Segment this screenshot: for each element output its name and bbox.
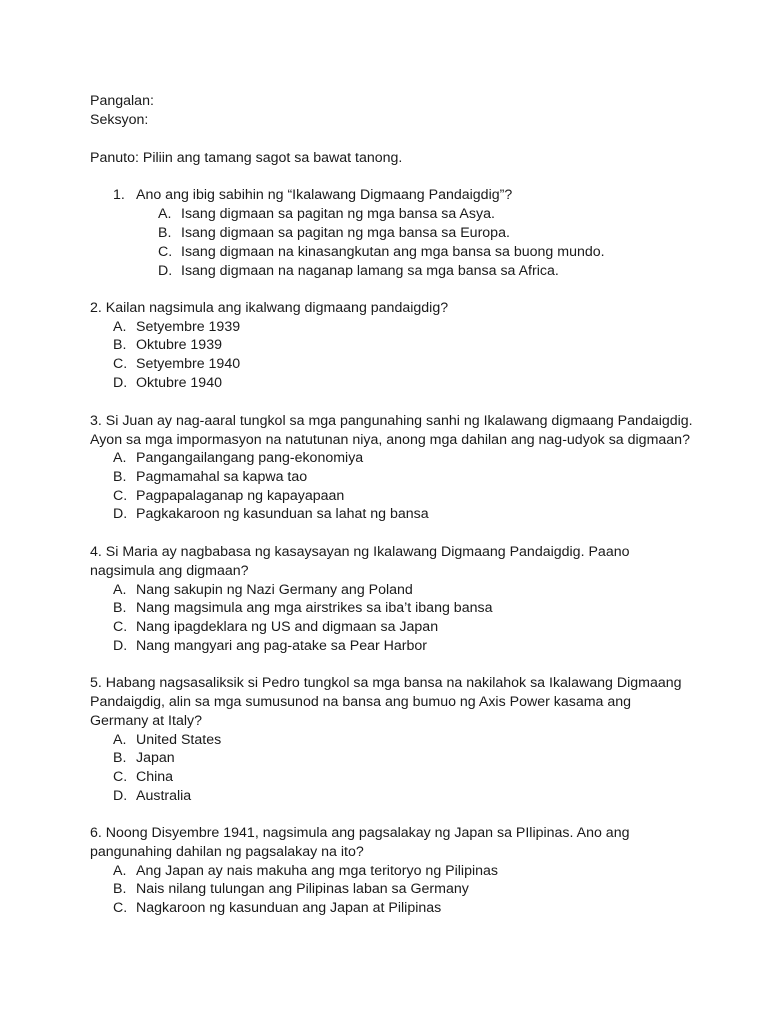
option-letter: B. — [113, 600, 127, 616]
question-5-text-line-3: Germany at Italy? — [90, 713, 202, 729]
option-letter: D. — [113, 506, 128, 522]
question-6-option-c — [113, 899, 442, 918]
option-text: Pagmamahal sa kapwa tao — [136, 469, 308, 485]
option-letter: B. — [113, 750, 127, 766]
option-text: Pagpapalaganap ng kapayapaan — [136, 488, 345, 504]
option-letter: D. — [113, 638, 128, 654]
question-2-option-b — [113, 336, 222, 355]
question-3-text-line-1: 3. Si Juan ay nag-aaral tungkol sa mga pangunahing sanhi ng Ikalawang digmaang Pandaigdig. — [90, 413, 693, 429]
question-3-option-b — [113, 468, 308, 487]
option-letter: C. — [113, 488, 128, 504]
option-text: Isang digmaan sa pagitan ng mga bansa sa Asya. — [181, 206, 495, 222]
question-2-option-d — [113, 374, 222, 393]
option-text: China — [136, 769, 174, 785]
question-1-option-b — [158, 224, 510, 243]
option-text: Pagkakaroon ng kasunduan sa lahat ng bansa — [136, 506, 429, 522]
option-text: Pangangailangang pang-ekonomiya — [136, 450, 364, 466]
question-3-option-d — [113, 505, 429, 524]
question-6-text-line-2: pangunahing dahilan ng pagsalakay na ito? — [90, 844, 364, 860]
option-text: Setyembre 1939 — [136, 319, 241, 335]
option-letter: A. — [113, 732, 127, 748]
option-text: Isang digmaan na kinasangkutan ang mga bansa sa buong mundo. — [181, 244, 605, 260]
question-2-option-a — [113, 318, 241, 337]
option-letter: D. — [113, 788, 128, 804]
option-letter: A. — [113, 319, 127, 335]
name-label: Pangalan: — [90, 93, 154, 109]
option-letter: C. — [113, 356, 128, 372]
option-text: United States — [136, 732, 222, 748]
question-1-option-c — [158, 243, 605, 262]
option-text: Nang mangyari ang pag-atake sa Pear Harbor — [136, 638, 428, 654]
question-4-text-line-2: nagsimula ang digmaan? — [90, 563, 249, 579]
option-letter: D. — [158, 263, 173, 279]
question-1-number: 1. — [113, 187, 125, 203]
question-3-option-c — [113, 487, 345, 506]
option-letter: C. — [158, 244, 173, 260]
question-5-option-a — [113, 731, 222, 750]
option-text: Isang digmaan sa pagitan ng mga bansa sa Europa. — [181, 225, 510, 241]
option-text: Nais nilang tulungan ang Pilipinas laban sa Germany — [136, 881, 469, 897]
question-5-option-c — [113, 768, 174, 787]
question-5-option-d — [113, 787, 192, 806]
option-text: Isang digmaan na naganap lamang sa mga bansa sa Africa. — [181, 263, 559, 279]
question-4-option-b — [113, 599, 493, 618]
question-1-option-a — [158, 205, 495, 224]
option-text: Nang ipagdeklara ng US and digmaan sa Japan — [136, 619, 439, 635]
option-text: Nang magsimula ang mga airstrikes sa iba’t ibang bansa — [136, 600, 493, 616]
question-2-option-c — [113, 355, 241, 374]
option-text: Nagkaroon ng kasunduan ang Japan at Pilipinas — [136, 900, 442, 916]
question-1-option-d — [158, 262, 559, 281]
question-5-text-line-1: 5. Habang nagsasaliksik si Pedro tungkol sa mga bansa na nakilahok sa Ikalawang Digmaang — [90, 675, 682, 691]
option-text: Australia — [136, 788, 192, 804]
option-text: Oktubre 1939 — [136, 337, 222, 353]
question-6-option-a — [113, 862, 498, 881]
question-2-text: 2. Kailan nagsimula ang ikalwang digmaang pandaigdig? — [90, 300, 449, 316]
option-text: Setyembre 1940 — [136, 356, 241, 372]
option-text: Nang sakupin ng Nazi Germany ang Poland — [136, 582, 413, 598]
question-5-text-line-2: Pandaigdig, alin sa mga sumusunod na bansa ang bumuo ng Axis Power kasama ang — [90, 694, 632, 710]
question-6-text-line-1: 6. Noong Disyembre 1941, nagsimula ang pagsalakay ng Japan sa PIlipinas. Ano ang — [90, 825, 630, 841]
option-letter: A. — [158, 206, 172, 222]
question-3-text-line-2: Ayon sa mga impormasyon na natutunan niya, anong mga dahilan ang nag-udyok sa digmaan? — [90, 432, 690, 448]
section-label: Seksyon: — [90, 112, 149, 128]
option-letter: B. — [113, 881, 127, 897]
option-letter: B. — [158, 225, 172, 241]
option-letter: A. — [113, 582, 127, 598]
option-letter: C. — [113, 900, 128, 916]
option-letter: A. — [113, 450, 127, 466]
option-letter: B. — [113, 337, 127, 353]
option-letter: D. — [113, 375, 128, 391]
option-letter: C. — [113, 769, 128, 785]
option-text: Oktubre 1940 — [136, 375, 222, 391]
option-text: Ang Japan ay nais makuha ang mga teritoryo ng Pilipinas — [136, 863, 498, 879]
question-4-option-d — [113, 637, 428, 656]
question-4-text-line-1: 4. Si Maria ay nagbabasa ng kasaysayan ng Ikalawang Digmaang Pandaigdig. Paano — [90, 544, 630, 560]
option-text: Japan — [136, 750, 175, 766]
question-4-option-c — [113, 618, 439, 637]
question-3-option-a — [113, 449, 364, 468]
option-letter: B. — [113, 469, 127, 485]
question-1-text: Ano ang ibig sabihin ng “Ikalawang Digmaang Pandaigdig”? — [136, 187, 513, 203]
question-5-option-b — [113, 749, 175, 768]
option-letter: A. — [113, 863, 127, 879]
option-letter: C. — [113, 619, 128, 635]
question-6-option-b — [113, 880, 469, 899]
instructions: Panuto: Piliin ang tamang sagot sa bawat tanong. — [90, 150, 403, 166]
question-4-option-a — [113, 581, 413, 600]
